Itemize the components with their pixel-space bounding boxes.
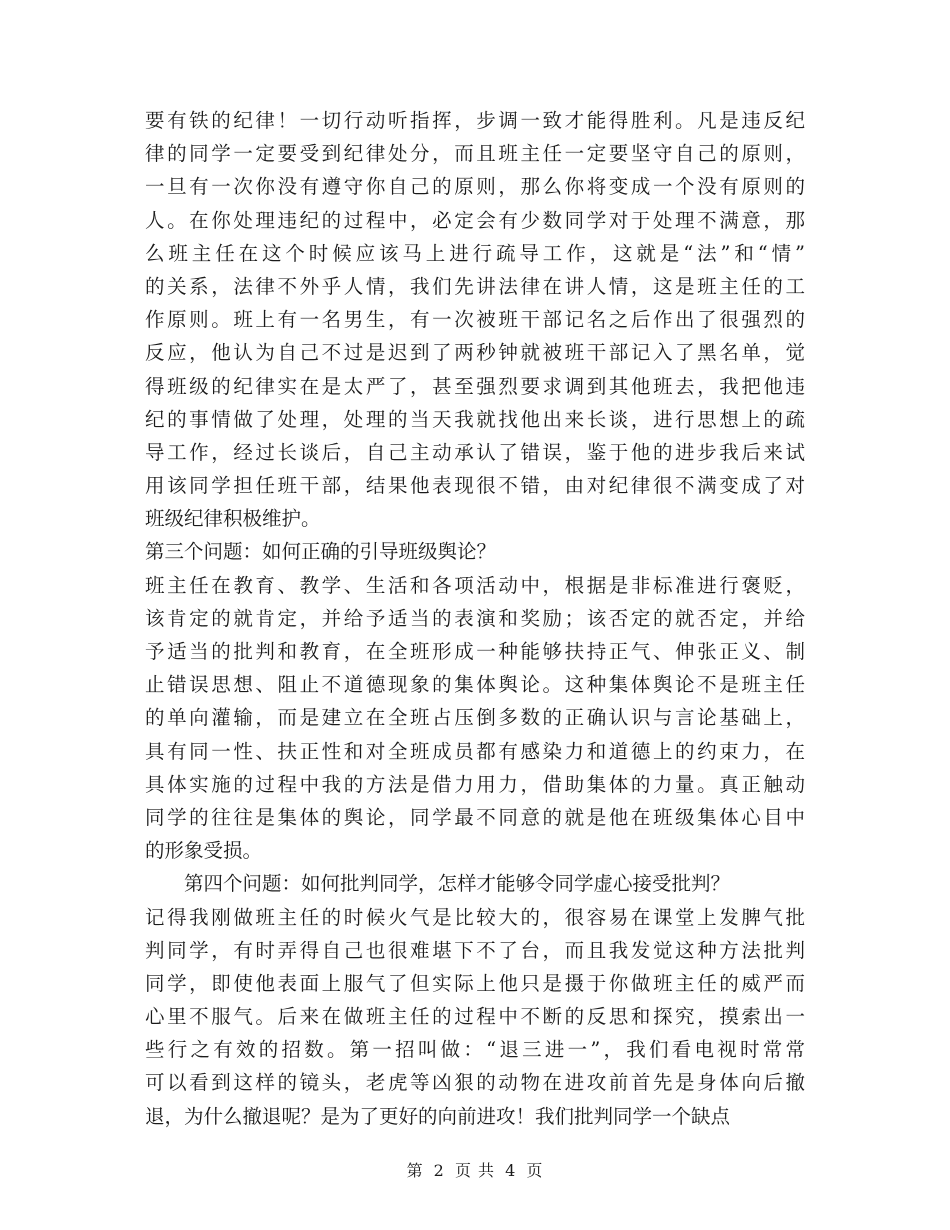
footer-total-pages: 4 [505,1161,517,1180]
footer-prefix: 第 [406,1161,424,1180]
text-line: 可以看到这样的镜头，老虎等凶狠的动物在进攻前首先是身体向后撤 [145,1071,805,1095]
text-line: 班主任在教育、教学、生活和各项活动中，根据是非标准进行褒贬， [145,573,805,597]
text-line: 些行之有效的招数。第一招叫做：“退三进一”，我们看电视时常常 [145,1038,805,1062]
text-line: 同学，即使他表面上服气了但实际上他只是摄于你做班主任的威严而 [145,971,805,995]
text-line: 一旦有一次你没有遵守你自己的原则，那么你将变成一个没有原则的 [145,175,805,199]
text-line: 要有铁的纪律！一切行动听指挥，步调一致才能得胜利。凡是违反纪 [145,109,805,132]
text-line: 班级纪律积极维护。 [145,507,321,531]
text-line: 具体实施的过程中我的方法是借力用力，借助集体的力量。真正触动 [145,772,805,796]
text-line: 退，为什么撤退呢？是为了更好的向前进攻！我们批判同学一个缺点 [145,1104,731,1128]
footer-current-page: 2 [433,1161,445,1180]
text-line: 律的同学一定要受到纪律处分，而且班主任一定要坚守自己的原则， [145,142,805,166]
paragraph [145,867,805,900]
text-line: 心里不服气。后来在做班主任的过程中不断的反思和探究，摸索出一 [145,1005,805,1029]
footer-suffix: 页 [526,1161,544,1180]
text-line: 第四个问题：如何批判同学，怎样才能够令同学虚心接受批判？ [184,872,731,896]
paragraph [145,535,805,568]
text-line: 第三个问题：如何正确的引导班级舆论？ [145,540,497,564]
paragraph [145,901,805,1133]
text-line: 记得我刚做班主任的时候火气是比较大的，很容易在课堂上发脾气批 [145,905,805,929]
paragraph [145,569,805,868]
footer-middle: 页 共 [454,1161,496,1180]
page-body [145,104,805,1133]
text-line: 纪的事情做了处理，处理的当天我就找他出来长谈，进行思想上的疏 [145,407,805,431]
text-line: 用该同学担任班干部，结果他表现很不错，由对纪律很不满变成了对 [145,474,805,498]
text-line: 具有同一性、扶正性和对全班成员都有感染力和道德上的约束力，在 [145,739,805,763]
text-line: 的形象受损。 [145,839,263,863]
text-line: 么班主任在这个时候应该马上进行疏导工作，这就是“法”和“情” [145,241,805,265]
text-line: 该肯定的就肯定，并给予适当的表演和奖励；该否定的就否定，并给 [145,606,805,630]
text-line: 反应，他认为自己不过是迟到了两秒钟就被班干部记入了黑名单，觉 [145,341,805,365]
text-line: 人。在你处理违纪的过程中，必定会有少数同学对于处理不满意，那 [145,208,805,232]
text-line: 的关系，法律不外乎人情，我们先讲法律在讲人情，这是班主任的工 [145,274,805,298]
text-line: 止错误思想、阻止不道德现象的集体舆论。这种集体舆论不是班主任 [145,673,805,697]
paragraph [145,104,805,535]
text-line: 的单向灌输，而是建立在全班占压倒多数的正确认识与言论基础上， [145,706,805,730]
text-line: 判同学，有时弄得自己也很难堪下不了台，而且我发觉这种方法批判 [145,938,805,962]
text-line: 导工作，经过长谈后，自己主动承认了错误，鉴于他的进步我后来试 [145,440,805,464]
text-line: 得班级的纪律实在是太严了，甚至强烈要求调到其他班去，我把他违 [145,374,805,398]
text-line: 作原则。班上有一名男生，有一次被班干部记名之后作出了很强烈的 [145,308,805,332]
text-line: 予适当的批判和教育，在全班形成一种能够扶持正气、伸张正义、制 [145,640,805,663]
page-footer [0,1158,950,1181]
text-line: 同学的往往是集体的舆论，同学最不同意的就是他在班级集体心目中 [145,805,805,829]
